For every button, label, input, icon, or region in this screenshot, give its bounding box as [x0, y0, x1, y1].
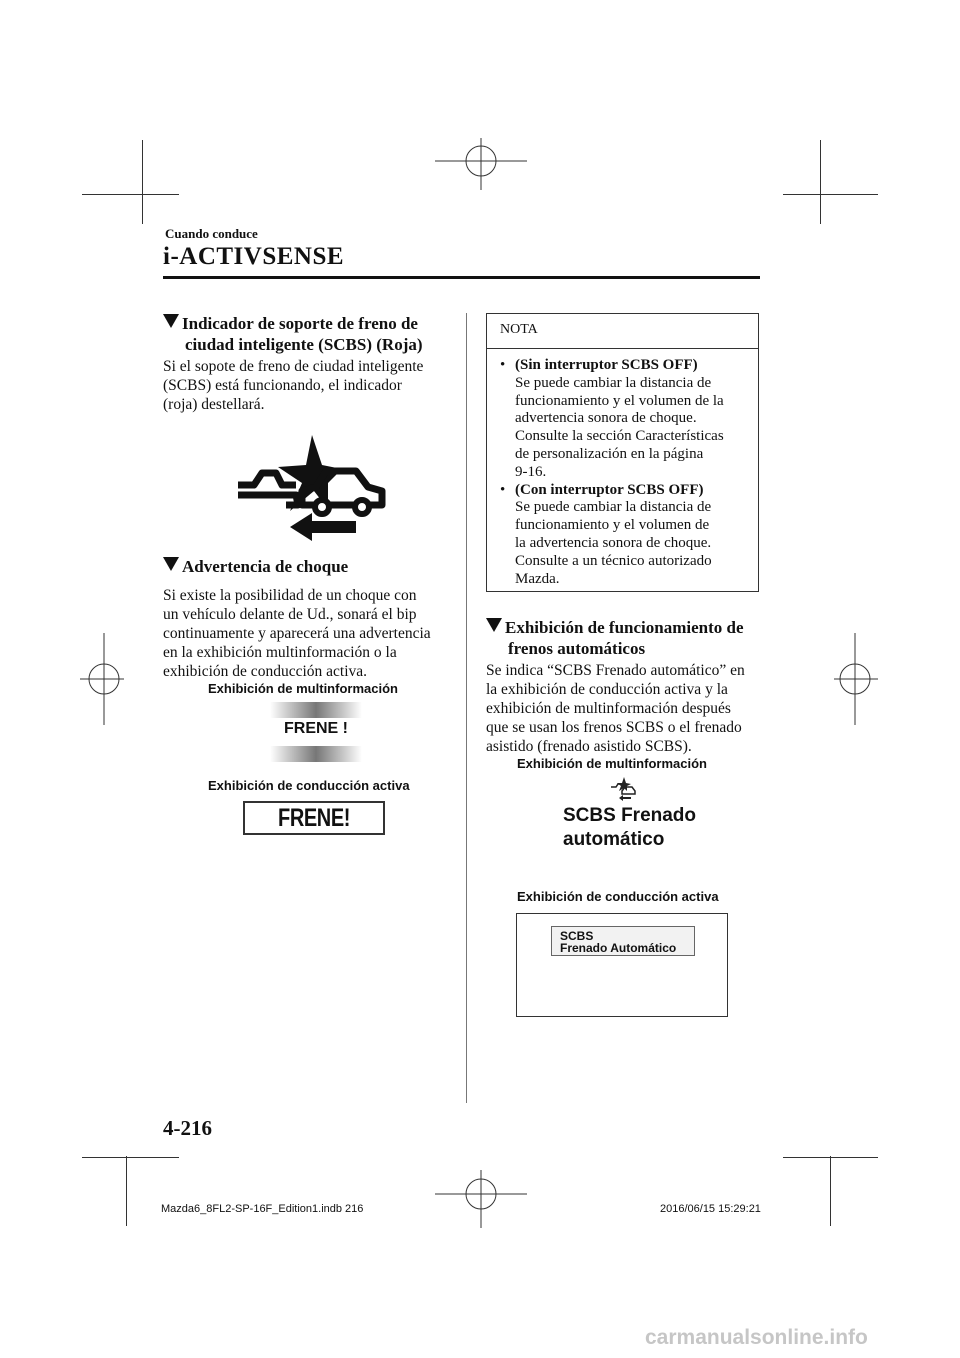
triangle-bullet-icon [486, 618, 502, 632]
caption-multinformation: Exhibición de multinformación [208, 681, 398, 696]
frene-active-display [243, 801, 385, 835]
gradient-bar-bottom [270, 746, 362, 762]
paragraph-collision-warning: Si existe la posibilidad de un choque con un vehículo delante de Ud., sonará el bip continuamente y aparecerá una advertencia en la exhibición multinformación o la exhibición de conducción activa. [163, 587, 431, 680]
frene-multinformation-text: FRENE ! [284, 720, 348, 737]
page-number: 4-216 [163, 1116, 212, 1140]
column-divider [466, 313, 467, 1103]
page-title: i-ACTIVSENSE [163, 243, 345, 270]
note-item: • (Con interruptor SCBS OFF) Se puede cambiar la distancia de funcionamiento y el volumen de la advertencia sonora de choque. Consulte a un técnico autorizado Mazda. [500, 481, 712, 587]
registration-mark-icon [435, 138, 527, 190]
paragraph-auto-brake-display: Se indica “SCBS Frenado automático” en la exhibición de conducción activa y la exhibición de multinformación después que se usan los frenos SCBS o el frenado asistido (frenado asistido SCBS). [486, 662, 745, 755]
heading-auto-brake-display: Exhibición de funcionamiento de frenos automáticos [486, 617, 744, 659]
bullet-icon: • [500, 357, 506, 373]
registration-mark-icon [80, 633, 124, 725]
registration-mark-icon [834, 633, 878, 725]
triangle-bullet-icon [163, 557, 179, 571]
scbs-brake-icon [609, 777, 637, 801]
watermark: carmanualsonline.info [645, 1326, 868, 1349]
note-item: • (Sin interruptor SCBS OFF) Se puede cambiar la distancia de funcionamiento y el volumen de la advertencia sonora de choque. Consulte la sección Características de personalización en la página 9-16. [500, 357, 724, 480]
heading-scbs-indicator: Indicador de soporte de freno de ciudad inteligente (SCBS) (Roja) [163, 313, 423, 355]
gradient-bar-top [270, 702, 362, 718]
footer-date: 2016/06/15 15:29:21 [660, 1203, 761, 1215]
caption-active-driving: Exhibición de conducción activa [208, 778, 410, 793]
scbs-active-label: SCBS Frenado Automático [551, 926, 695, 956]
paragraph-scbs-indicator: Si el sopote de freno de ciudad inteligente (SCBS) está funcionando, el indicador (roja) destellará. [163, 358, 424, 413]
caption-multinformation: Exhibición de multinformación [517, 756, 707, 771]
note-list [499, 357, 757, 588]
header-rule [163, 276, 760, 279]
triangle-bullet-icon [163, 314, 179, 328]
caption-active-driving: Exhibición de conducción activa [517, 889, 719, 904]
note-separator [487, 348, 758, 349]
bullet-icon: • [500, 481, 506, 498]
heading-collision-warning: Advertencia de choque [163, 556, 348, 577]
frene-active-text: FRENE! [277, 803, 351, 832]
collision-warning-icon [232, 435, 394, 543]
footer-file-info: Mazda6_8FL2-SP-16F_Edition1.indb 216 [161, 1203, 364, 1215]
note-box [486, 313, 759, 592]
registration-mark-icon [435, 1170, 527, 1228]
scbs-multinformation-text: SCBS Frenado automático [563, 805, 697, 850]
note-title: NOTA [500, 322, 538, 337]
active-driving-display [516, 913, 728, 1017]
section-label: Cuando conduce [165, 226, 258, 241]
